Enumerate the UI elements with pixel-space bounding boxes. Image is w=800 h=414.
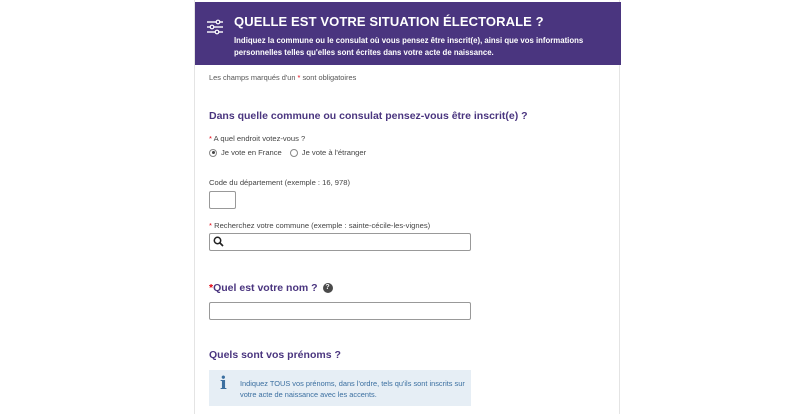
required-star: * xyxy=(297,73,301,82)
info-icon: i xyxy=(220,373,227,394)
last-name-input[interactable] xyxy=(209,302,471,320)
vote-location-radio-group xyxy=(209,148,374,157)
page-title: QUELLE EST VOTRE SITUATION ÉLECTORALE ? xyxy=(234,14,544,29)
firstnames-info-box xyxy=(209,370,471,406)
required-star: * xyxy=(209,134,212,143)
radio-button[interactable] xyxy=(290,149,298,157)
name-section-title: * Quel est votre nom ? ? xyxy=(209,282,333,294)
header-banner xyxy=(195,2,621,65)
help-icon[interactable]: ? xyxy=(323,283,333,293)
firstnames-info-text: Indiquez TOUS vos prénoms, dans l'ordre, tels qu'ils sont inscrits sur votre acte de naissance avec les accents. xyxy=(240,379,465,399)
radio-vote-abroad[interactable]: Je vote à l'étranger xyxy=(290,148,366,157)
department-code-input[interactable] xyxy=(209,191,236,209)
required-star: * xyxy=(209,221,212,230)
firstnames-section-title: Quels sont vos prénoms ? xyxy=(209,349,341,361)
sliders-icon xyxy=(206,18,224,36)
radio-vote-france[interactable]: Je vote en France xyxy=(209,148,282,157)
commune-search-input[interactable] xyxy=(209,233,471,251)
department-code-label: Code du département (exemple : 16, 978) xyxy=(209,178,350,187)
required-fields-note: Les champs marqués d'un * sont obligatoires xyxy=(209,73,357,82)
search-icon xyxy=(213,236,224,247)
commune-search-label: * Recherchez votre commune (exemple : sainte-cécile-les-vignes) xyxy=(209,221,431,230)
vote-location-label: * A quel endroit votez-vous ? xyxy=(209,134,306,143)
required-star: * xyxy=(209,282,214,294)
page-description: Indiquez la commune ou le consulat où vous pensez être inscrit(e), ainsi que vos informations personnelles telles qu'elles sont écrites dans votre acte de naissance. xyxy=(234,36,584,57)
commune-section-title: Dans quelle commune ou consulat pensez-vous être inscrit(e) ? xyxy=(209,110,528,122)
radio-button-checked[interactable] xyxy=(209,149,217,157)
form-panel xyxy=(194,0,620,414)
